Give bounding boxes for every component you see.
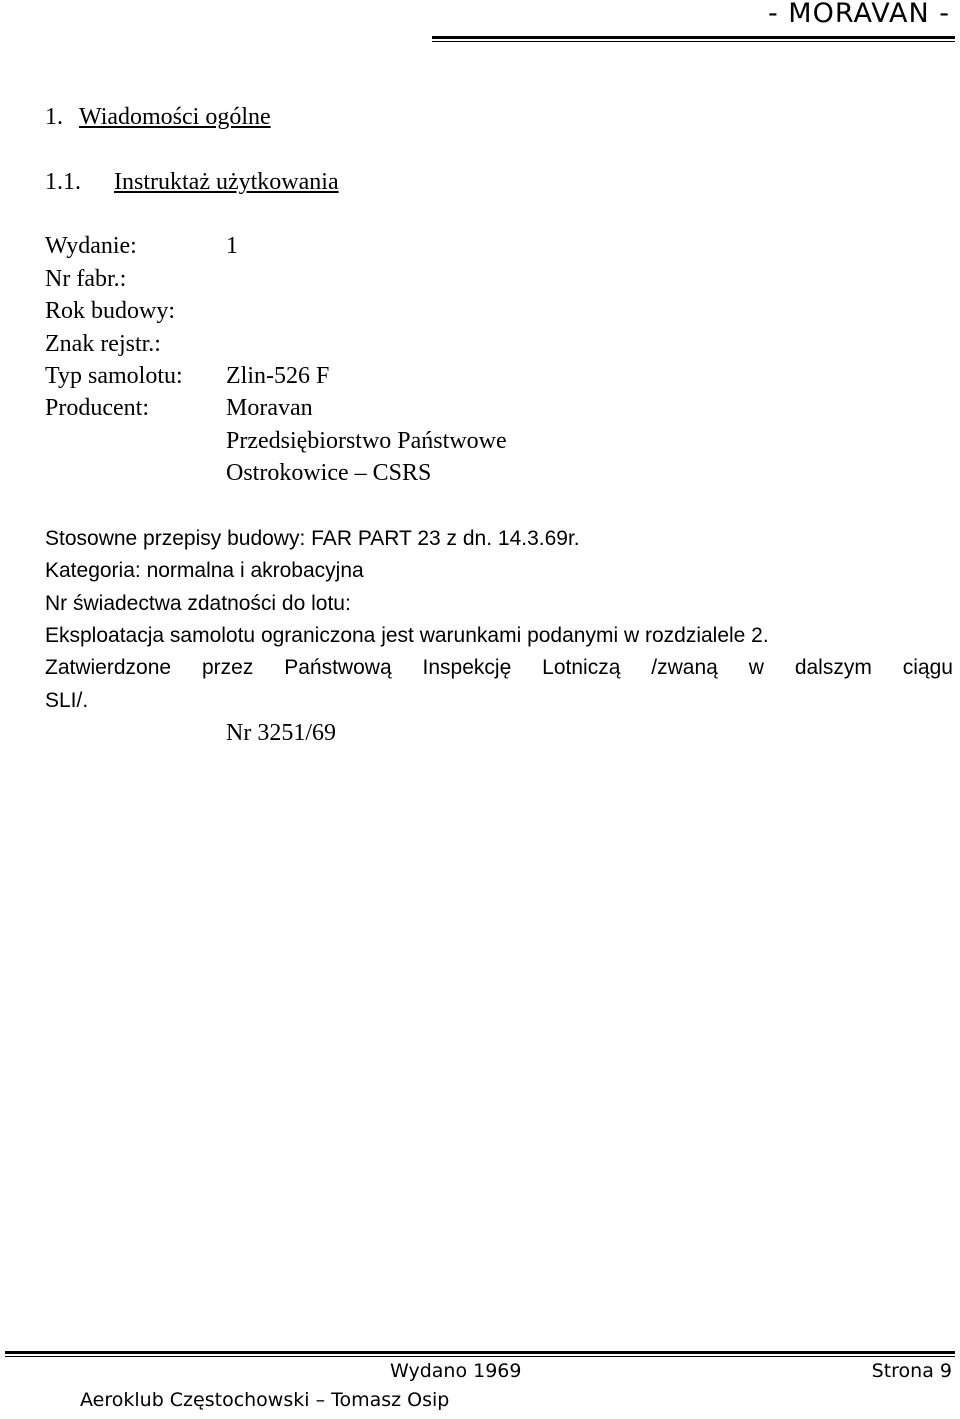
section-number: 1.1.: [45, 169, 81, 195]
footer-page-number: Strona 9: [871, 1360, 952, 1382]
word: w: [748, 656, 764, 679]
word: Państwową: [284, 656, 392, 679]
zatwierdzone-end: SLI/.: [45, 689, 89, 712]
nr-fabr-label: Nr fabr.:: [45, 266, 127, 292]
wydanie-value: 1: [226, 233, 238, 259]
word: Lotniczą: [542, 656, 621, 679]
footer-rule-thin: [5, 1356, 955, 1357]
znak-rejstr-label: Znak rejstr.:: [45, 331, 161, 357]
word: Inspekcję: [422, 656, 512, 679]
section-heading-1: [45, 104, 271, 131]
word: /zwaną: [651, 656, 718, 679]
kategoria: Kategoria: normalna i akrobacyjna: [45, 559, 364, 582]
word: Zatwierdzone: [45, 656, 172, 679]
producent-label: Producent:: [45, 395, 149, 421]
swiadectwo-zdatnosci: Nr świadectwa zdatności do lotu:: [45, 592, 351, 615]
section-number: 1.: [45, 104, 63, 130]
word: ciągu: [902, 656, 953, 679]
footer-issue: Wydano 1969: [390, 1360, 522, 1382]
producent-name: Moravan: [226, 395, 313, 421]
certificate-number: Nr 3251/69: [226, 720, 336, 746]
zatwierdzone-line: [45, 656, 953, 680]
footer-author: Aeroklub Częstochowski – Tomasz Osip: [80, 1389, 450, 1411]
section-title: Wiadomości ogólne: [79, 104, 271, 130]
word: przez: [201, 656, 254, 679]
header-rule-thick: [432, 36, 955, 39]
section-heading-1-1: [45, 169, 339, 196]
rok-budowy-label: Rok budowy:: [45, 298, 176, 324]
page-header-title: - MORAVAN -: [767, 0, 950, 29]
typ-samolotu-label: Typ samolotu:: [45, 363, 183, 389]
header-rule-thin: [432, 41, 955, 42]
typ-samolotu-value: Zlin-526 F: [226, 363, 330, 389]
footer-rule-thick: [5, 1351, 955, 1354]
producent-location: Ostrokowice – CSRS: [226, 460, 432, 486]
word: dalszym: [794, 656, 872, 679]
wydanie-label: Wydanie:: [45, 233, 137, 259]
producent-company: Przedsiębiorstwo Państwowe: [226, 428, 507, 454]
eksploatacja-note: Eksploatacja samolotu ograniczona jest warunkami podanymi w rozdzialele 2.: [45, 624, 769, 647]
przepisy-budowy: Stosowne przepisy budowy: FAR PART 23 z dn. 14.3.69r.: [45, 527, 580, 550]
section-title: Instruktaż użytkowania: [114, 169, 339, 195]
